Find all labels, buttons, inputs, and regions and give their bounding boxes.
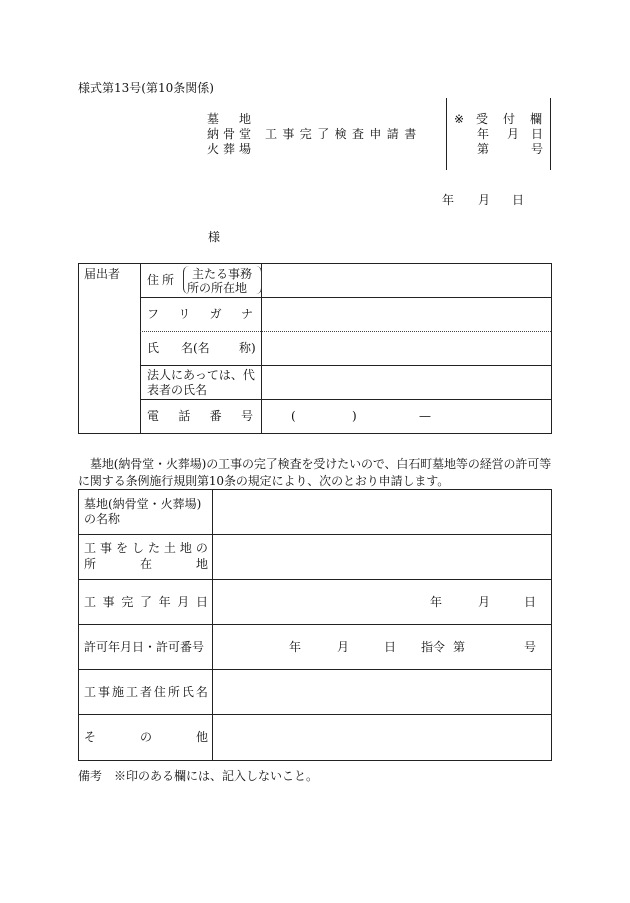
site-location-label-line2: 所 在 地 [84, 557, 208, 571]
applicant-name-field[interactable] [267, 336, 545, 360]
contractor-label: 工 事 施 工 者 住 所 氏 名 [84, 685, 208, 699]
phone-open-paren: ( [291, 409, 296, 423]
corp-rep-label-line1: 法人にあっては、代 [147, 368, 255, 382]
address-note-line1: 主たる事務 [192, 267, 253, 281]
applicant-col-divider-1 [140, 263, 141, 433]
remarks: 備考 ※印のある欄には、記入しないこと。 [78, 769, 319, 783]
corp-rep-label-line2: 表者の氏名 [147, 383, 208, 397]
phone-label: 電 話 番 号 [147, 409, 253, 423]
completion-year: 年 [430, 595, 443, 609]
furigana-label: フ リ ガ ナ [147, 307, 253, 321]
permit-label: 許可年月日・許可番号 [84, 640, 205, 654]
applicant-furigana-field[interactable] [267, 302, 545, 326]
phone-close-paren: ) [352, 409, 357, 423]
date-year: 年 [442, 193, 455, 207]
reception-mark: ※ [454, 112, 465, 126]
form-number: 様式第13号(第10条関係) [78, 81, 214, 95]
completion-day: 日 [524, 595, 537, 609]
details-row-divider-3 [78, 624, 551, 625]
applicant-row-divider-4 [140, 399, 551, 400]
applicant-row-divider-3 [140, 365, 551, 366]
completion-date-field[interactable] [218, 584, 546, 620]
site-location-label-line1: 工 事 を し た 土 地 の [84, 541, 208, 555]
applicant-rep-field[interactable] [267, 370, 545, 394]
address-label: 住 所 [147, 273, 174, 287]
contractor-field[interactable] [218, 674, 546, 710]
completion-date-label: 工 事 完 了 年 月 日 [84, 595, 208, 609]
permit-field[interactable] [218, 629, 546, 665]
reception-year: 年 [477, 127, 490, 141]
title-facility-kasoba: 火 葬 場 [207, 142, 251, 156]
applicant-row-divider-1 [140, 297, 551, 298]
reception-right-border [550, 98, 551, 170]
address-note-line2: 所の所在地 [187, 281, 248, 295]
title-facility-bochi: 墓 地 [207, 112, 251, 126]
title-main: 工事完了検査申請書 [265, 127, 422, 141]
reception-day: 日 [531, 127, 544, 141]
name-label-c: 称) [239, 341, 256, 355]
title-facility-nokotsudo: 納 骨 堂 [207, 127, 251, 141]
other-field[interactable] [218, 719, 546, 755]
statement-text: 墓地(納骨堂・火葬場)の工事の完了検査を受けたいので、白石町墓地等の経営の許可等に関する条例施行規則第10条の規定により、次のとおり申請します。 [78, 457, 552, 488]
corp-rep-label [147, 368, 257, 398]
reception-no-suffix: 号 [531, 142, 544, 156]
details-row-divider-1 [78, 534, 551, 535]
details-row-divider-2 [78, 579, 551, 580]
permit-dai: 第 [453, 640, 466, 654]
reception-label: 受 付 欄 [476, 112, 542, 126]
site-location-field[interactable] [218, 539, 546, 575]
applicant-header: 届出者 [84, 267, 121, 281]
date-month: 月 [478, 193, 491, 207]
completion-month: 月 [478, 595, 491, 609]
applicant-phone-field[interactable] [267, 404, 545, 428]
applicant-row-divider-dotted [140, 331, 551, 332]
reception-month: 月 [507, 127, 520, 141]
permit-year: 年 [289, 640, 302, 654]
other-label: そ の 他 [84, 730, 208, 744]
permit-shirei: 指令 [421, 640, 446, 654]
applicant-address-field[interactable] [267, 268, 545, 292]
details-row-divider-5 [78, 714, 551, 715]
facility-name-field[interactable] [218, 494, 546, 530]
facility-name-label: 墓地(納骨堂・火葬場)の名称 [84, 497, 202, 526]
name-label-a: 氏 [147, 341, 160, 355]
reception-no-prefix: 第 [477, 142, 490, 156]
reception-left-border [446, 98, 447, 170]
permit-month: 月 [337, 640, 350, 654]
phone-dash: — [419, 409, 431, 423]
addressee-sama: 様 [208, 230, 221, 244]
permit-go: 号 [524, 640, 537, 654]
date-day: 日 [512, 193, 525, 207]
name-label-b: 名(名 [181, 341, 210, 355]
permit-day: 日 [384, 640, 397, 654]
details-row-divider-4 [78, 669, 551, 670]
